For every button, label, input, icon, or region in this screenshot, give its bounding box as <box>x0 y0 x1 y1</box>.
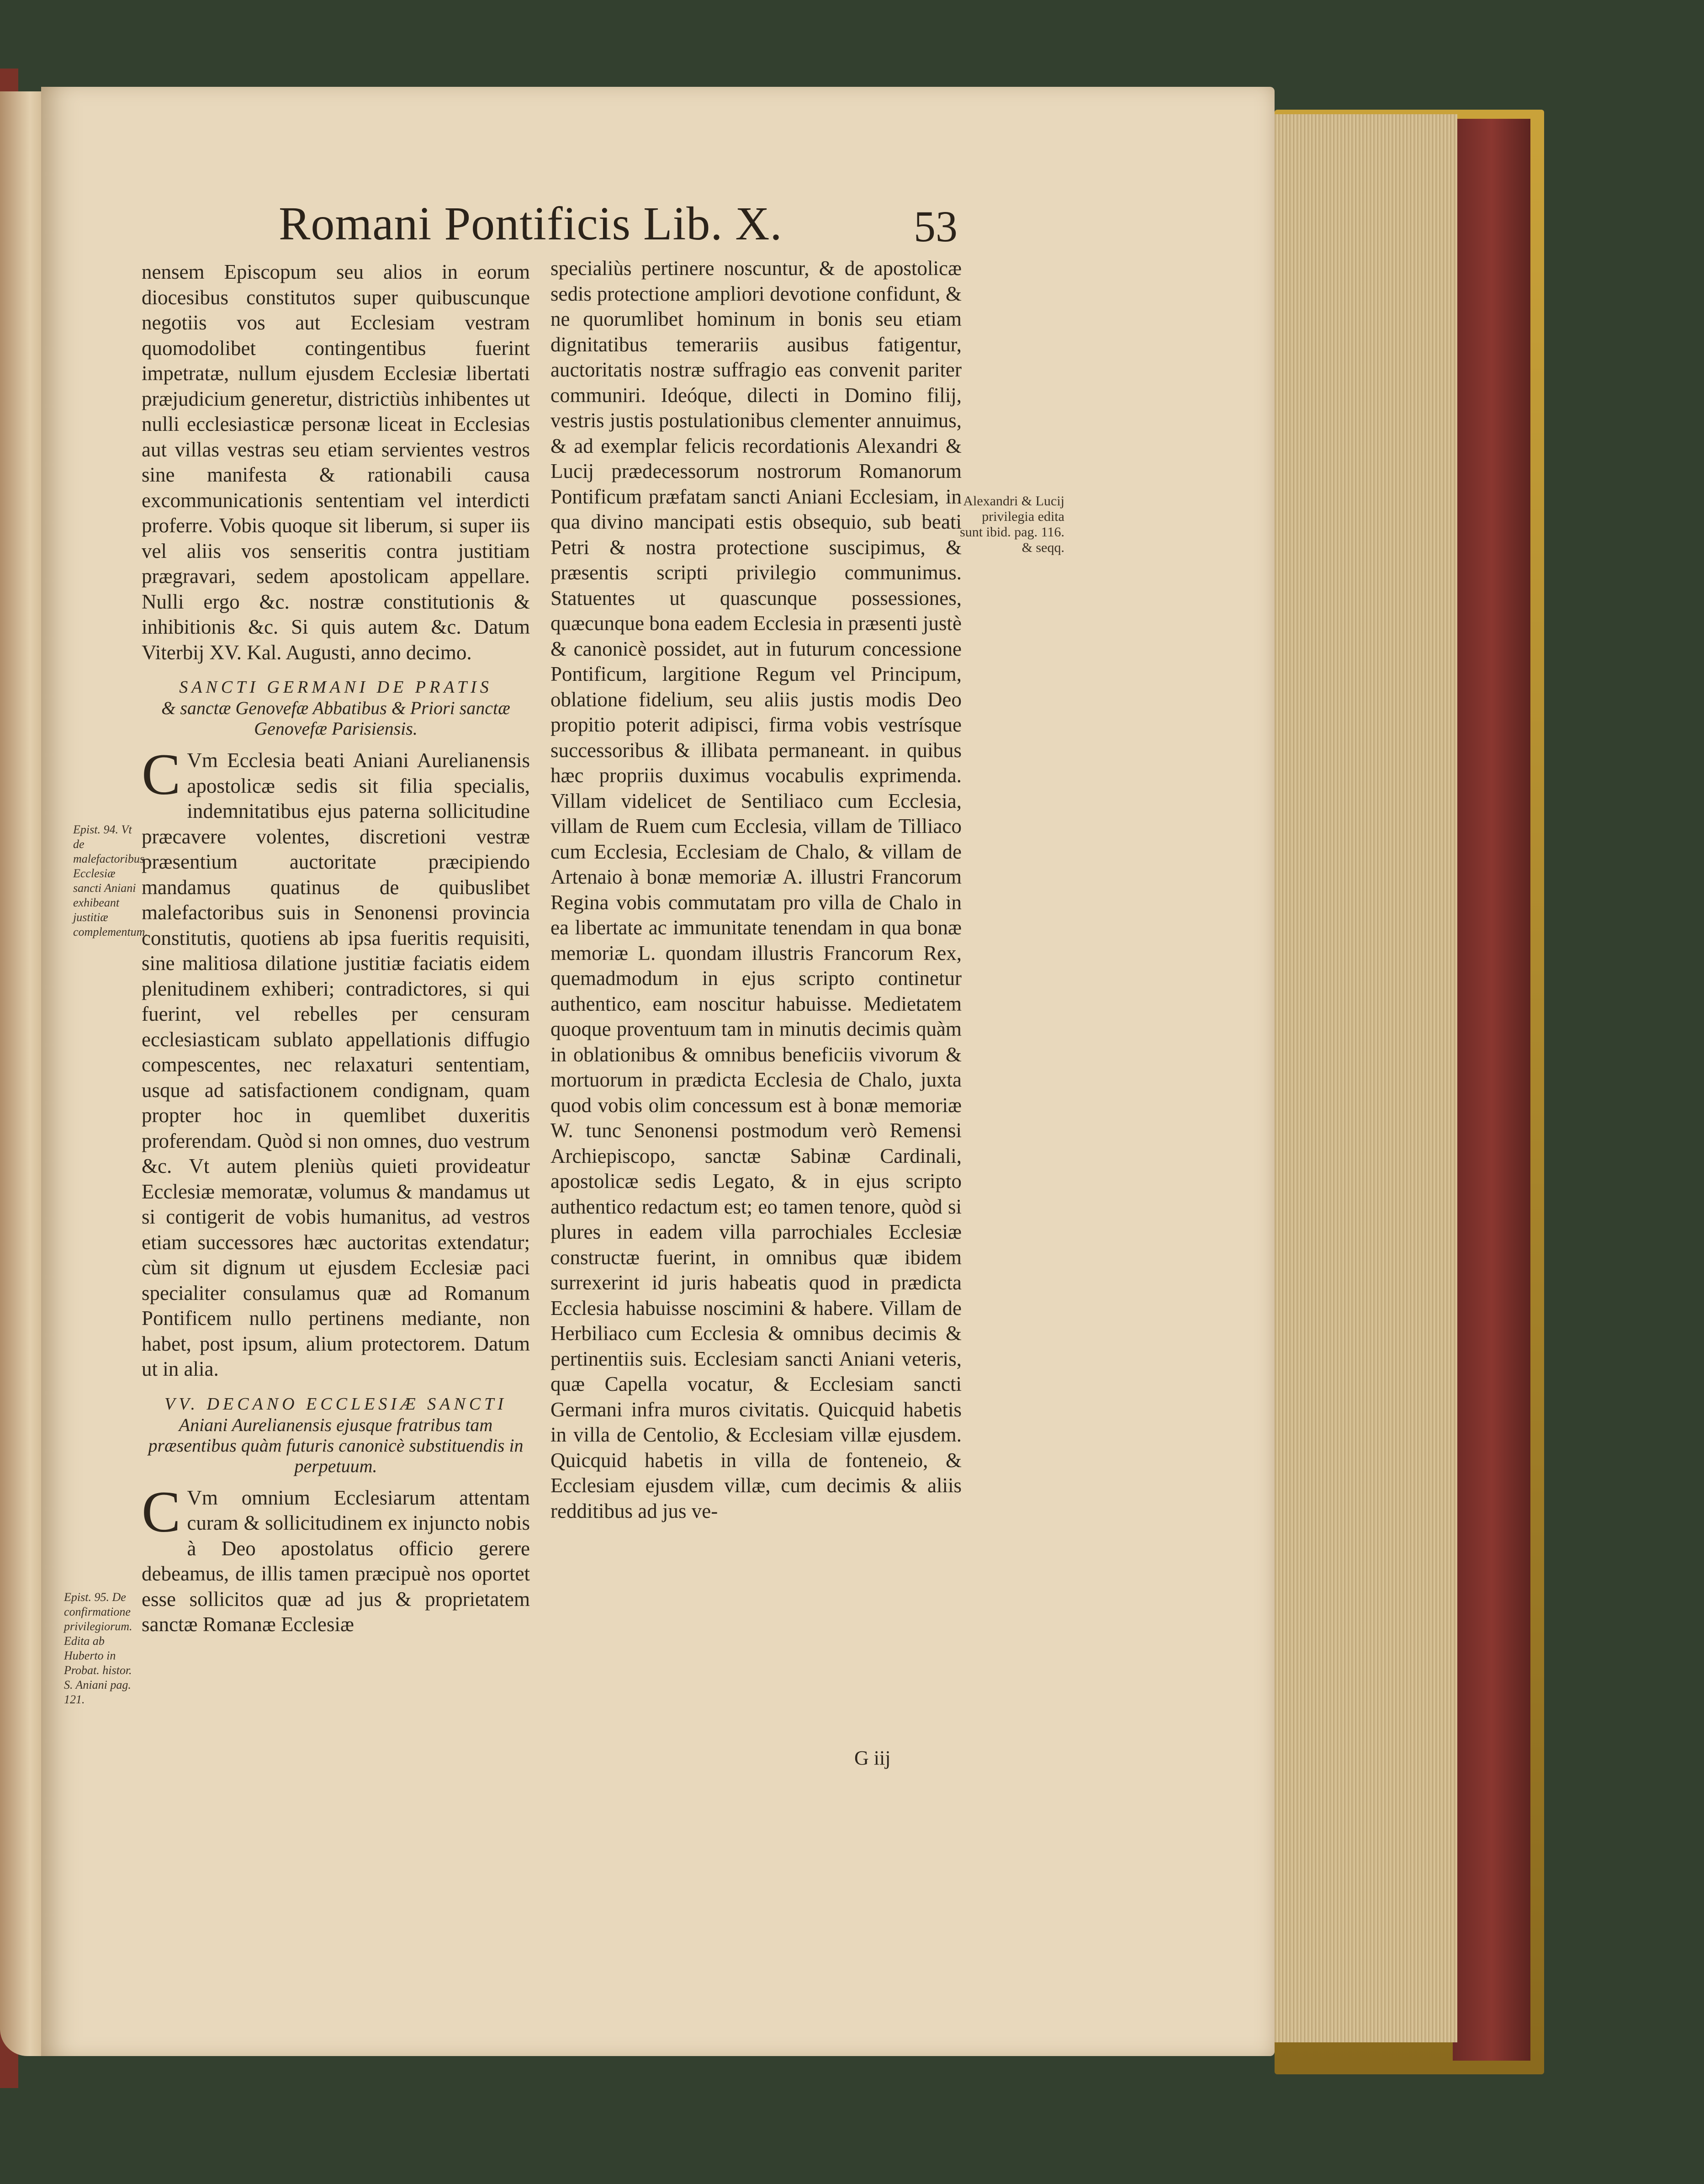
heading-caps: SANCTI GERMANI DE PRATIS <box>179 678 492 697</box>
paragraph <box>142 742 530 1382</box>
margin-note: Epist. 94. Vt de malefactoribus Ecclesiæ sancti Aniani exhibeant justitiæ complementum. <box>73 823 148 938</box>
heading-text: & sanctæ Genovefæ Abbatibus & Priori sanctæ Genovefæ Parisiensis. <box>161 698 510 739</box>
margin-note: Alexandri & Lucij privilegia edita sunt ibid. pag. 116. & seqq. <box>960 493 1064 555</box>
signature-mark: G iij <box>854 1747 891 1769</box>
heading-text: Aniani Aurelianensis ejusque fratribus tam præsentibus quàm futuris canonicè substituendis in perpetuum. <box>148 1414 524 1476</box>
paragraph <box>142 1479 530 1638</box>
right-column <box>550 256 962 1524</box>
book-spine-leather <box>1453 119 1530 2061</box>
paragraph: nensem Episcopum seu alios in eorum diocesibus constitutos super quibuscunque negotiis vos aut Ecclesiam vestram quomodolibet contingentibus fuerint impetratæ, nullum ejusdem Ecclesiæ libertati præjudicium generetur, districtiùs inhibentes ut nulli ecclesiasticæ personæ liceat in Ecclesias aut villas vestras seu etiam servientes vestros sine manifesta & rationabili causa excommunicationis sententiam vel interdicti proferre. Vobis quoque sit liberum, si super iis vel aliis vos senseritis contra justitiam prægravari, sedem apostolicam appellare. Nulli ergo &c. nostræ constitutionis & inhibitionis &c. Si quis autem &c. Datum Viterbij XV. Kal. Augusti, anno decimo. <box>142 260 530 664</box>
drop-cap: C <box>142 1479 181 1544</box>
page-number: 53 <box>914 202 958 251</box>
drop-cap: C <box>142 742 181 807</box>
paragraph: specialiùs pertinere noscuntur, & de apostolicæ sedis protectione ampliori devotione confidunt, & ne quorumlibet hominum in bonis seu etiam dignitatibus temerariis ausibus fatigentur, auctoritatis nostræ suffragio eas convenit pariter communiri. Ideóque, dilecti in Domino filij, vestris justis postulationibus clementer annuimus, & ad exemplar felicis recordationis Alexandri & Lucij prædecessorum nostrorum Romanorum Pontificum præfatam sancti Aniani Ecclesiam, in qua divino mancipati estis obsequio, sub beati Petri & nostra protectione suscipimus, & præsentis scripti privilegio communimus. Statuentes ut quascunque possessiones, quæcunque bona eadem Ecclesia in præsenti justè & canonicè possidet, aut in futurum concessione Pontificum, largitione Regum vel Principum, oblatione fidelium, seu aliis justis modis Deo propitio poterit adipisci, firma vobis vestrísque successoribus & illibata permaneant. in quibus hæc propriis duximus vocabulis exprimenda. Villam videlicet de Sentiliaco cum Ecclesia, villam de Ruem cum Ecclesia, villam de Tilliaco cum Ecclesia, Ecclesiam de Chalo, & villam de Artenaio à bonæ memoriæ A. illustri Francorum Regina vobis commutatam pro villa de Chalo in ea libertate ac immunitate tenendam in qua bonæ memoriæ L. quondam illustris Francorum Rex, quemadmodum in ejus scripto continetur authentico, eam noscitur habuisse. Medietatem quoque proventuum tam in minutis decimis quàm in oblationibus & omnibus beneficiis vivorum & mortuorum in prædicta Ecclesia de Chalo, juxta quod vobis olim concessum est à bonæ memoriæ W. tunc Senonensi postmodum verò Remensi Archiepiscopo, sanctæ Sabinæ Cardinali, apostolicæ sedis Legato, & in ejus scripto authentico redactum est; eo tamen tenore, quòd si plures in eadem villa parrochiales Ecclesiæ constructæ fuerint, in omnibus quæ ibidem surrexerint id juris habeatis quod in prædicta Ecclesia habuisse noscimini & habere. Villam de Herbiliaco cum Ecclesia & omnibus decimis & pertinentiis suis. Ecclesiam sancti Aniani veteris, quæ Capella vocatur, & Ecclesiam sancti Germani infra muros civitatis. Quicquid habetis in villa de Centolio, & Ecclesiam villæ ejusdem. Quicquid habetis in villa de fonteneio, & Ecclesiam ejusdem villæ, cum decimis & aliis redditibus ad jus ve- <box>550 257 962 1522</box>
page-edges <box>1265 114 1457 2042</box>
running-title: Romani Pontificis Lib. X. <box>279 197 783 250</box>
heading-caps: VV. DECANO ECCLESIÆ SANCTI <box>164 1394 507 1414</box>
section-heading <box>142 1394 530 1476</box>
paragraph-text: Vm Ecclesia beati Aniani Aurelianensis apostolicæ sedis sit filia specialis, indemnitatibus ejus paterna sollicitudine præcavere volentes, discretioni vestræ præsentium auctoritate præcipiendo mandamus quatinus de quibuslibet malefactoribus suis in Senonensi provincia constitutis, quotiens ab ipsa fueritis requisiti, sine malitiosa dilatione justitiæ faciatis eidem plenitudinem exhiberi; contradictores, si qui fuerint, vel rebelles per censuram ecclesiasticam sublato appellationis diffugio compescentes, nec relaxaturi sententiam, usque ad satisfactionem condignam, quam propter hoc in quemlibet duxeritis proferendam. Quòd si non omnes, duo vestrum &c. Vt autem pleniùs quieti provideatur Ecclesiæ memoratæ, volumus & mandamus ut si contigerit de vobis humanitus, ad vestros etiam successores hæc auctoritas extendatur; cùm sit dignum ut ejusdem Ecclesiæ paci specialiter consulamus quæ ad Romanum Pontificem nullo pertinens mediante, non habet, post ipsum, alium protectorem. Datum ut in alia. <box>142 749 530 1380</box>
paragraph-text: Vm omnium Ecclesiarum attentam curam & sollicitudinem ex injuncto nobis à Deo apostolatus officio gerere debeamus, de illis tamen præcipuè nos oportet esse sollicitos quæ ad jus & proprietatem sanctæ Romanæ Ecclesiæ <box>142 1486 530 1636</box>
margin-note: Epist. 95. De confirmatione privilegiorum. Edita ab Huberto in Probat. histor. S. Aniani pag. 121. <box>64 1590 132 1706</box>
left-column <box>142 260 530 1638</box>
section-heading <box>142 677 530 739</box>
